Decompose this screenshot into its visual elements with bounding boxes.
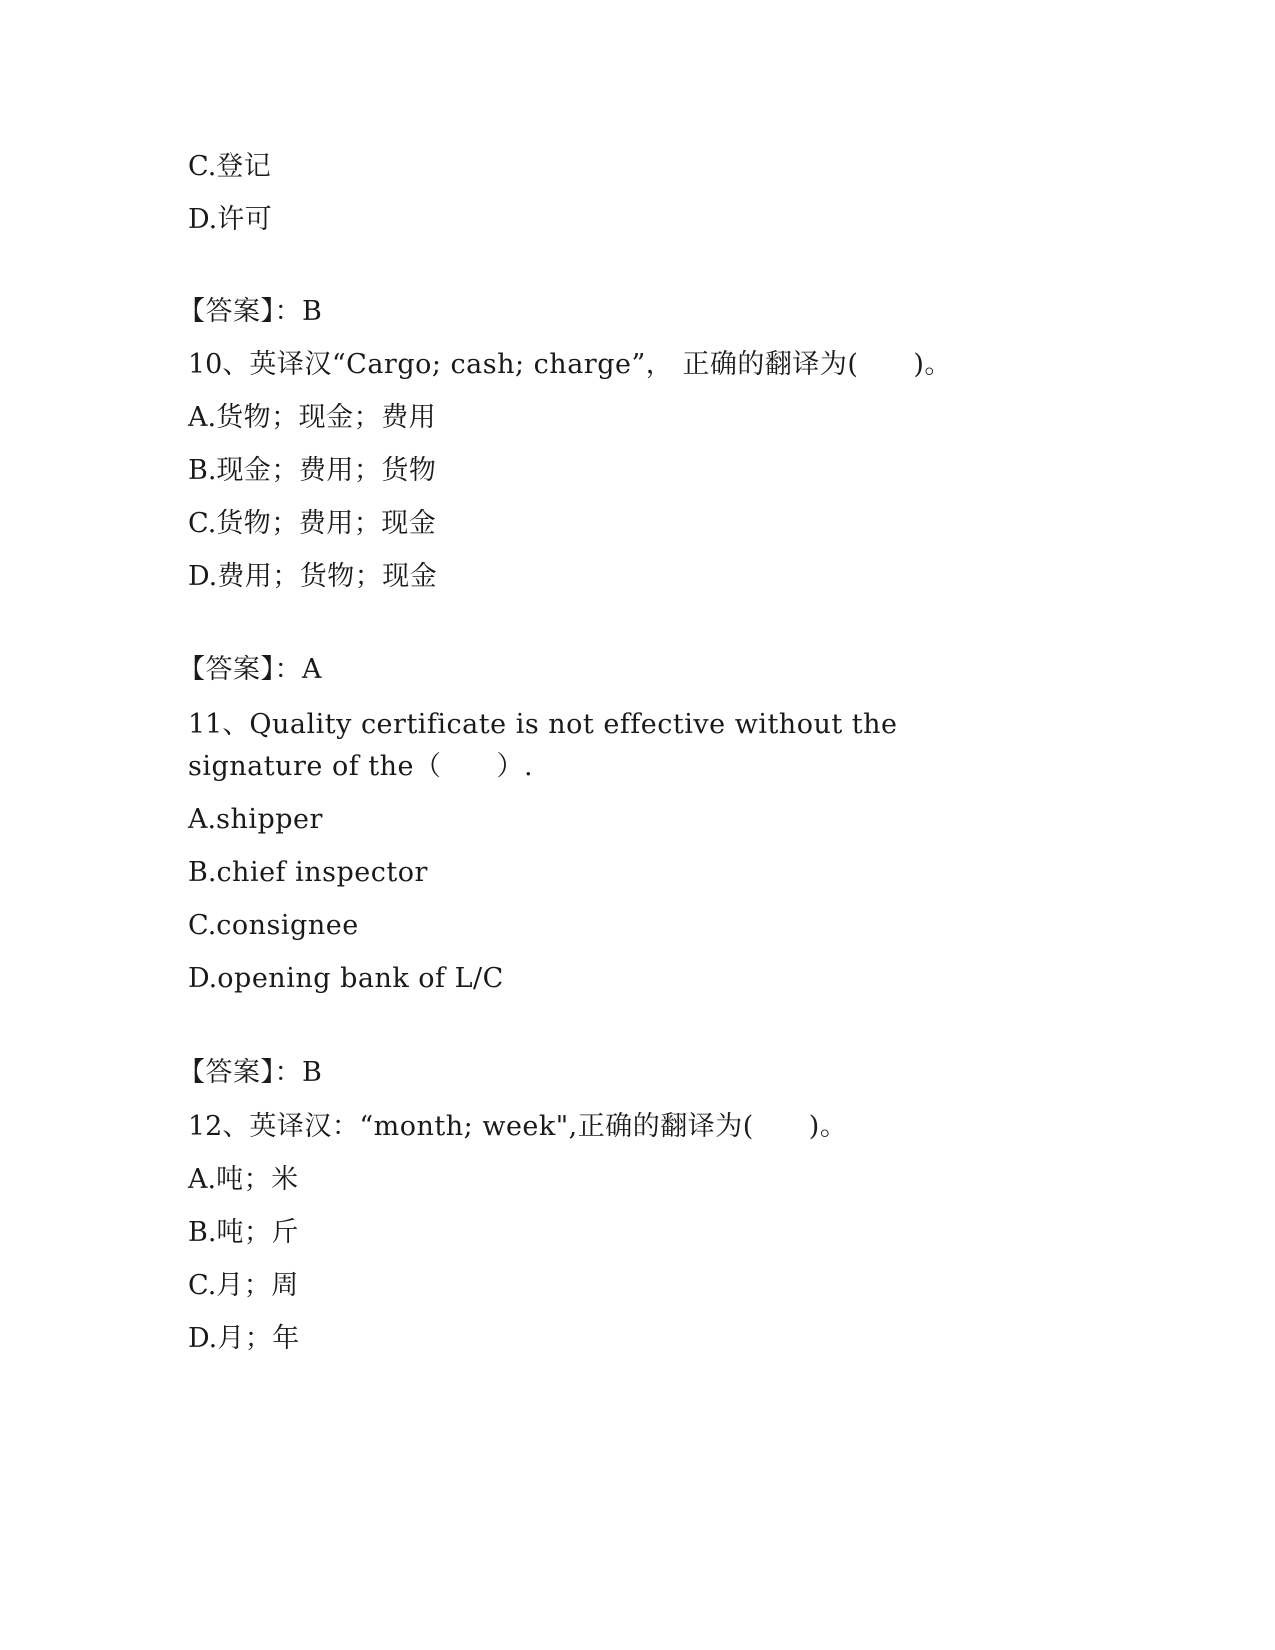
- option-label: D.: [188, 1323, 218, 1354]
- option-c: [188, 507, 436, 541]
- option-text: 登记: [216, 151, 272, 182]
- option-text: shipper: [216, 804, 323, 835]
- option-label: B.: [188, 455, 217, 486]
- question-12: [188, 1110, 847, 1144]
- question-number: 11、: [188, 709, 250, 740]
- option-label: A.: [188, 1164, 217, 1195]
- option-d: [188, 1322, 300, 1356]
- question-text: Quality certificate is not effective without the: [249, 709, 898, 740]
- question-11-continued: signature of the（ ）.: [188, 751, 534, 782]
- option-c: [188, 1269, 299, 1303]
- option-a: [188, 1163, 299, 1197]
- question-number: 10、: [188, 349, 250, 380]
- option-a: [188, 401, 436, 435]
- option-label: C.: [188, 910, 217, 941]
- option-text: 许可: [217, 204, 273, 235]
- option-label: D.: [188, 204, 218, 235]
- question-text: 英译汉：“month; week",正确的翻译为( )。: [249, 1111, 848, 1142]
- question-10: [188, 348, 952, 382]
- option-label: B.: [188, 857, 217, 888]
- option-label: B.: [188, 1217, 217, 1248]
- option-b: [188, 1216, 299, 1250]
- option-b: [188, 454, 436, 488]
- option-c: [188, 909, 359, 943]
- option-a: [188, 803, 323, 837]
- option-text: opening bank of L/C: [217, 963, 504, 994]
- answer-line: 【答案】：B: [178, 1057, 323, 1088]
- option-label: A.: [188, 402, 217, 433]
- option-label: D.: [188, 561, 218, 592]
- option-label: D.: [188, 963, 218, 994]
- option-b: [188, 856, 428, 890]
- option-c: [188, 150, 271, 184]
- option-text: 费用；货物；现金: [217, 561, 438, 592]
- option-label: C.: [188, 1270, 217, 1301]
- option-text: consignee: [216, 910, 359, 941]
- answer-line: 【答案】：B: [178, 296, 323, 327]
- option-label: C.: [188, 508, 217, 539]
- option-text: 月；周: [216, 1270, 299, 1301]
- option-text: 吨；米: [216, 1164, 299, 1195]
- question-11: [188, 708, 897, 742]
- option-text: 货物；现金；费用: [216, 402, 437, 433]
- option-d: [188, 203, 272, 237]
- answer-line: 【答案】：A: [178, 654, 322, 685]
- option-label: A.: [188, 804, 217, 835]
- option-label: C.: [188, 151, 217, 182]
- option-text: 月；年: [217, 1323, 300, 1354]
- option-text: 吨；斤: [216, 1217, 299, 1248]
- option-d: [188, 962, 504, 996]
- question-number: 12、: [188, 1111, 250, 1142]
- option-text: 货物；费用；现金: [216, 508, 437, 539]
- question-text: 英译汉“Cargo; cash; charge”， 正确的翻译为( )。: [249, 349, 952, 380]
- option-d: [188, 560, 437, 594]
- option-text: chief inspector: [216, 857, 428, 888]
- option-text: 现金；费用；货物: [216, 455, 437, 486]
